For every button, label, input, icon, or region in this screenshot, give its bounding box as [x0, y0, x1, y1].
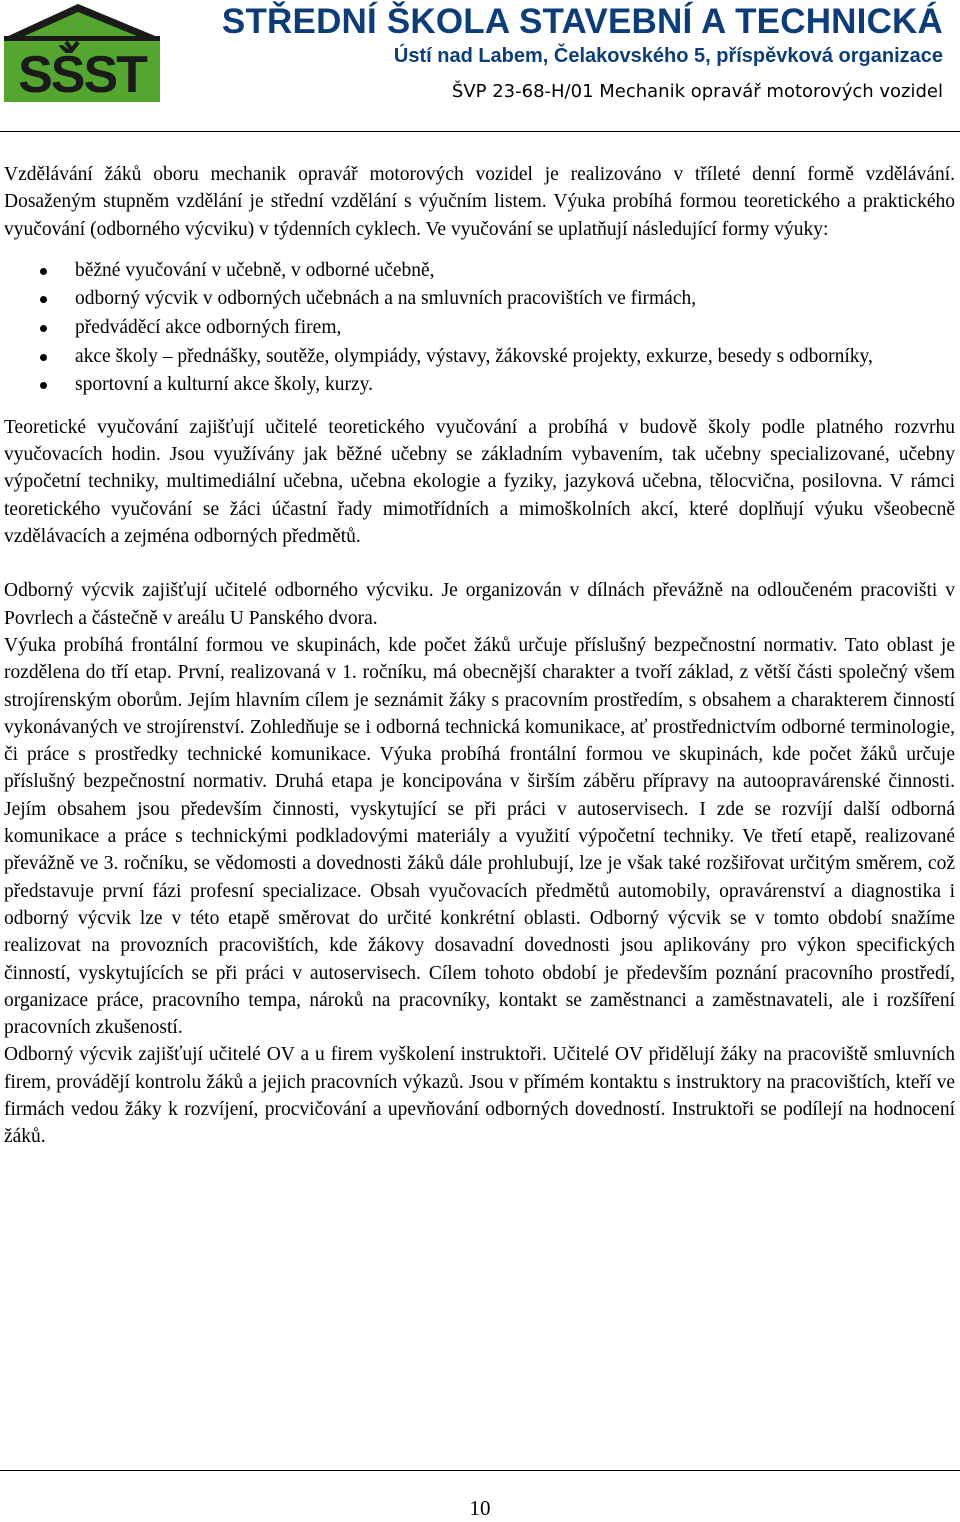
- list-item: předváděcí akce odborných firem,: [4, 314, 955, 343]
- school-address: Ústí nad Labem, Čelakovského 5, příspěvková organizace: [393, 45, 943, 67]
- paragraph-intro: Vzdělávání žáků oboru mechanik opravář motorových vozidel je realizováno v tříleté denní formě vzdělávání. Dosaženým stupněm vzdělání je střední vzdělání s výučním listem. Výuka probíhá formou teoretického a praktického vyučování (odborného výcviku) v týdenních cyklech. Ve vyučování se uplatňují následující formy výuky:: [4, 164, 955, 240]
- paragraph-practice-instructors: Odborný výcvik zajišťují učitelé OV a u firem vyškolení instruktoři. Učitelé OV přidělují žáky na pracoviště smluvních firem, provádějí kontrolu žáků a jejich pracovních výkazů. Jsou v přímém kontaktu s instruktory na pracovištích, kteří ve firmách vedou žáky k rozvíjení, procvičování a upevňování odborných dovedností. Instruktoři se podílejí na hodnocení žáků.: [4, 1044, 955, 1148]
- list-item: běžné vyučování v učebně, v odborné učebně,: [4, 257, 955, 286]
- school-logo-icon: [4, 4, 160, 102]
- header-divider: [0, 131, 960, 132]
- teaching-forms-list: [4, 257, 955, 400]
- list-item: odborný výcvik v odborných učebnách a na smluvních pracovištích ve firmách,: [4, 285, 955, 314]
- document-body: [4, 161, 955, 1151]
- paragraph-theory: Teoretické vyučování zajišťují učitelé teoretického vyučování a probíhá v budově školy podle platného rozvrhu vyučovacích hodin. Jsou využívány jak běžné učebny se základním vybavením, tak učebny specializované, učebny výpočetní techniky, multimediální učebna, učebna ekologie a fyziky, jazyková učebna, tělocvična, posilovna. V rámci teoretického vyučování se žáci účastní řady mimotřídních a mimoškolních akcí, které doplňují výuku všeobecně vzdělávacích a zejména odborných předmětů.: [4, 416, 955, 548]
- bullet-icon: [40, 268, 47, 275]
- logo-text: SŠST: [18, 46, 146, 102]
- bullet-icon: [40, 354, 47, 361]
- paragraph-practice-stages: Výuka probíhá frontální formou ve skupinách, kde počet žáků určuje příslušný bezpečnostní normativ. Tato oblast je rozdělena do tří etap. První, realizovaná v 1. ročníku, má obecnější charakter a tvoří základ, z větší části společný všem strojírenským oborům. Jejím hlavním cílem je seznámit žáky s pracovním prostředím, s obsahem a charakterem činností vykonávaných ve strojírenství. Zohledňuje se i odborná technická komunikace, ať prostřednictvím odborné terminologie, či práce s prostředky technické komunikace. Výuka probíhá frontální formou ve skupinách, kde počet žáků určuje příslušný bezpečnostní normativ. Druhá etapa je koncipována v širším záběru přípravy na autoopravárenské činnosti. Jejím obsahem jsou především činnosti, vyskytující se při práci v autoservisech. I zde se rozvíjí další odborná komunikace a práce s technickými podkladovými materiály a využití výpočetní techniky. Ve třetí etapě, realizované převážně ve 3. ročníku, se vědomosti a dovednosti žáků dále prohlubují, lze je však také rozšiřovat určitým směrem, což představuje první fázi profesní specializace. Obsah vyučovacích předmětů automobily, opravárenství a diagnostika i odborný výcvik lze v této etapě směrovat do určité konkrétní oblasti. Odborný výcvik se v tomto období snažíme realizovat na provozních pracovištích, kde žákovy dosavadní dovednosti jsou aplikovány pro výkon specifických činností, vyskytujících se při práci v autoservisech. Cílem tohoto období je především poznání pracovního prostředí, organizace práce, pracovního tempa, nároků na pracovníky, kontakt se zaměstnanci a zaměstnavateli, ale i rozšíření pracovních zkušeností.: [4, 634, 955, 1039]
- paragraph-spacer: [4, 550, 955, 577]
- page-number: 10: [469, 1496, 491, 1520]
- bullet-icon: [40, 296, 47, 303]
- list-item: akce školy – přednášky, soutěže, olympiády, výstavy, žákovské projekty, exkurze, besedy s odborníky,: [4, 343, 955, 372]
- list-item: sportovní a kulturní akce školy, kurzy.: [4, 371, 955, 400]
- page-header: [0, 0, 960, 132]
- school-name: STŘEDNÍ ŠKOLA STAVEBNÍ A TECHNICKÁ: [221, 2, 943, 41]
- bullet-icon: [40, 382, 47, 389]
- footer-divider: [0, 1470, 960, 1471]
- paragraph-practice-intro: Odborný výcvik zajišťují učitelé odborného výcviku. Je organizován v dílnách převážně na odloučeném pracovišti v Povrlech a částečně v areálu U Panského dvora.: [4, 580, 955, 629]
- program-code: ŠVP 23-68-H/01 Mechanik opravář motorových vozidel: [451, 81, 943, 102]
- bullet-icon: [40, 325, 47, 332]
